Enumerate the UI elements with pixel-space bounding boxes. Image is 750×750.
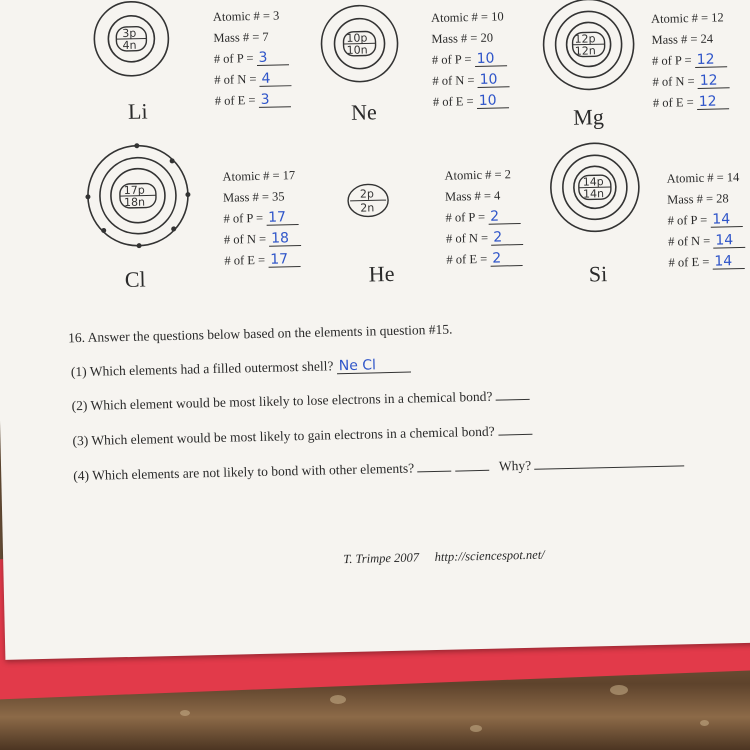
atomic-number-si: Atomic # = 14 [666,170,740,186]
protons-answer-si: 14 [710,212,742,228]
question-16-1-text: (1) Which elements had a filled outermost shell? [70,358,334,380]
protons-label-li: # of P = [213,51,254,66]
protons-label-ne: # of P = [431,52,472,67]
element-info-si [666,167,746,274]
electrons-label-he: # of E = [446,251,488,267]
electrons-label-cl: # of E = [224,252,266,268]
atomic-number-cl: Atomic # = 17 [222,168,296,184]
protons-label-mg: # of P = [651,53,692,68]
atomic-number-he: Atomic # = 2 [444,167,512,183]
question-16-4-text: (4) Which elements are not likely to bond with other elements? [73,460,415,484]
footer-url[interactable]: http://sciencespot.net/ [434,547,545,565]
bohr-diagram-mg [536,0,648,98]
electrons-answer-li: 3 [258,92,290,108]
nucleus-neutrons-ne: 10n [346,43,368,57]
element-symbol-si: Si [588,261,608,287]
electrons-label-li: # of E = [214,93,256,108]
question-16-2-text: (2) Which element would be most likely to lose electrons in a chemical bond? [71,388,493,414]
nucleus-neutrons-he: 2n [360,201,375,215]
element-symbol-cl: Cl [124,266,146,293]
neutrons-label-cl: # of N = [223,231,267,247]
nucleus-protons-si: 14p [582,175,604,189]
question-16-heading: 16. Answer the questions below based on the elements in question #15. [67,321,453,346]
neutrons-answer-cl: 18 [269,231,301,247]
mass-number-mg: Mass # = 24 [651,31,714,48]
electrons-answer-mg: 12 [697,94,729,110]
question-16-2-blank[interactable] [496,398,530,401]
element-info-mg [651,7,731,114]
question-16-2 [72,388,530,414]
electrons-answer-cl: 17 [268,252,300,268]
protons-answer-ne: 10 [474,51,506,67]
element-info-ne [431,6,511,113]
nucleus-protons-mg: 12p [574,32,596,46]
mass-number-si: Mass # = 28 [666,191,729,207]
element-symbol-he: He [368,260,395,287]
footer-author: T. Trimpe 2007 [343,550,420,567]
question-16-3-blank[interactable] [498,433,532,436]
question-16-4 [73,454,685,484]
neutrons-answer-li: 4 [259,71,291,87]
nucleus-protons-cl: 17p [123,183,145,198]
mass-number-li: Mass # = 7 [213,29,269,45]
question-16-4-why: Why? [498,457,532,474]
protons-label-cl: # of P = [223,210,264,226]
neutrons-label-si: # of N = [667,233,711,249]
question-16-4-blank-2[interactable] [455,469,489,472]
bohr-diagram-cl [79,140,201,253]
mass-number-he: Mass # = 4 [444,188,501,204]
electrons-answer-ne: 10 [477,93,509,109]
bohr-diagram-si [546,140,648,237]
nucleus-neutrons-mg: 12n [574,44,596,58]
protons-answer-li: 3 [256,50,288,66]
element-symbol-ne: Ne [350,99,378,125]
electrons-label-ne: # of E = [432,94,474,109]
element-info-li [213,5,293,112]
nucleus-neutrons-cl: 18n [123,195,146,210]
bohr-diagram-li [85,0,187,78]
neutrons-answer-ne: 10 [477,72,509,88]
neutrons-label-he: # of N = [445,230,489,246]
question-16-3-text: (3) Which element would be most likely to gain electrons in a chemical bond? [72,423,495,449]
electrons-answer-he: 2 [490,251,522,267]
question-16-1-answer: Ne Cl [337,358,411,375]
question-16-4-why-blank[interactable] [535,464,685,469]
neutrons-label-mg: # of N = [652,74,695,89]
bohr-diagram-ne [311,0,413,91]
element-info-he [444,164,524,271]
element-info-cl [222,165,302,272]
mass-number-cl: Mass # = 35 [222,189,285,205]
protons-label-he: # of P = [445,209,486,225]
footer [343,548,545,568]
protons-answer-cl: 17 [266,210,298,226]
question-16-4-blank-1[interactable] [418,470,452,473]
atomic-number-li: Atomic # = 3 [212,8,280,24]
question-16-3 [72,423,532,449]
atomic-number-mg: Atomic # = 12 [650,10,724,27]
protons-answer-he: 2 [488,209,520,225]
element-symbol-li: Li [127,98,148,124]
nucleus-neutrons-li: 4n [122,38,137,53]
nucleus-neutrons-si: 14n [582,187,605,201]
element-symbol-mg: Mg [572,104,605,130]
neutrons-answer-si: 14 [713,233,745,249]
protons-answer-mg: 12 [695,52,727,68]
electrons-answer-si: 14 [712,254,744,270]
protons-label-si: # of P = [667,212,708,228]
neutrons-label-ne: # of N = [432,73,475,88]
atomic-number-ne: Atomic # = 10 [430,9,504,26]
neutrons-answer-mg: 12 [698,73,730,89]
electrons-label-mg: # of E = [652,95,694,110]
neutrons-answer-he: 2 [491,230,523,246]
question-16-1 [71,357,411,381]
nucleus-protons-ne: 10p [346,31,368,45]
nucleus-protons-he: 2p [359,187,375,201]
mass-number-ne: Mass # = 20 [431,30,494,46]
electrons-label-si: # of E = [668,254,710,270]
nucleus-protons-li: 3p [122,26,137,41]
neutrons-label-li: # of N = [214,71,257,87]
bohr-diagram-he [340,176,401,227]
